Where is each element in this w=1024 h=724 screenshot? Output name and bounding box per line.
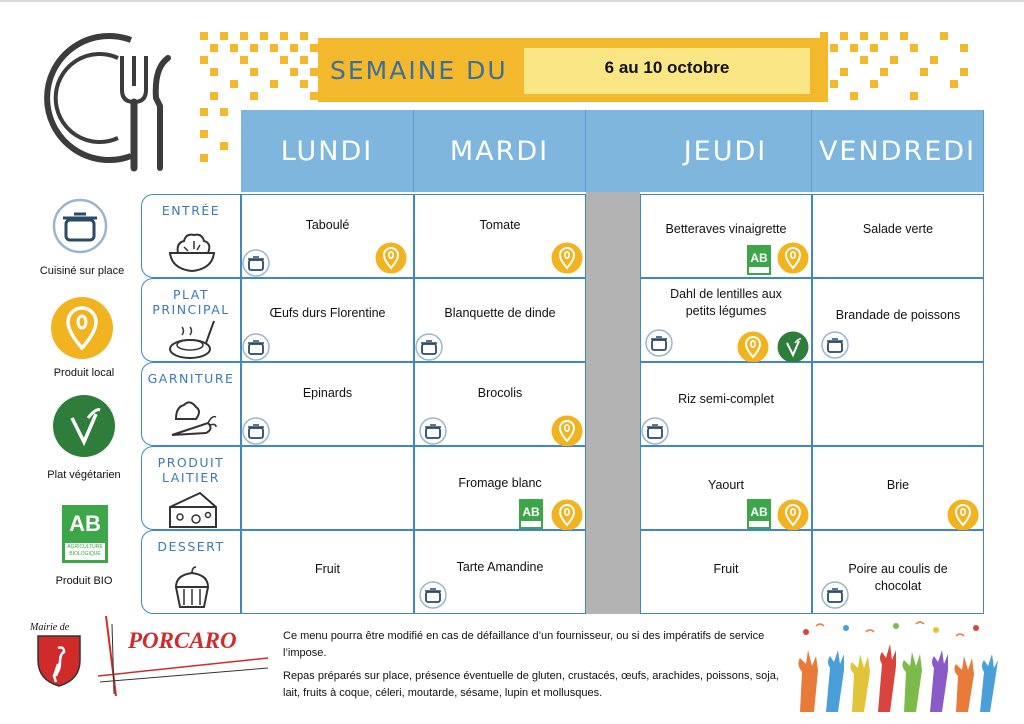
menu-cell-dessert-vendredi xyxy=(812,530,984,614)
menu-cell-plat-mardi xyxy=(414,278,586,362)
bio-logo-text: AGRICULTURE xyxy=(67,544,103,550)
legend-bio-label: Produit BIO xyxy=(55,575,113,587)
dish-label: Salade verte xyxy=(862,222,934,236)
local-product-icon xyxy=(551,499,583,531)
category-garniture xyxy=(141,362,241,446)
cooked-on-site-icon xyxy=(242,417,270,445)
vegetarian-icon xyxy=(777,331,809,363)
cupcake-icon xyxy=(166,563,218,611)
menu-cell-laitier-mardi xyxy=(414,446,586,530)
menu-cell-plat-lundi xyxy=(241,278,414,362)
bio-legend-icon xyxy=(62,505,108,563)
bio-product-icon xyxy=(747,499,771,529)
plate-cutlery-logo-icon xyxy=(36,18,196,178)
bio-product-icon xyxy=(747,245,771,275)
dish-label: Riz semi-complet xyxy=(678,392,774,406)
cooked-on-site-icon xyxy=(415,333,443,361)
day-header-gap xyxy=(586,110,640,192)
menu-cell-garniture-mardi xyxy=(414,362,586,446)
dish-label: Tarte Amandine xyxy=(456,560,544,574)
cooked-on-site-icon xyxy=(821,331,849,359)
dish-label: Fruit xyxy=(713,562,739,576)
dish-label: Yaourt xyxy=(708,478,744,492)
svg-text:AB: AB xyxy=(522,505,540,519)
dish-label: Poire au coulis de chocolat xyxy=(848,562,948,593)
menu-cell-entree-jeudi xyxy=(640,194,812,278)
dish-label: Brocolis xyxy=(477,386,523,400)
menu-cell-entree-mardi xyxy=(414,194,586,278)
week-dates: 6 au 10 octobre xyxy=(604,58,730,77)
category-label: PLAT xyxy=(172,287,209,302)
dish-label: Œufs durs Florentine xyxy=(269,306,386,320)
vegetables-icon xyxy=(166,395,218,443)
menu-cell-laitier-vendredi xyxy=(812,446,984,530)
category-plat xyxy=(141,278,241,362)
bio-logo-band xyxy=(65,543,105,560)
week-title: SEMAINE DU xyxy=(330,56,508,85)
menu-cell-laitier-lundi xyxy=(241,446,414,530)
footer-note-allergens: Repas préparés sur place, présence éventuelle de gluten, crustacés, œufs, arachides, poissons, soja, lait, fruits à coque, céleri, moutarde, sésame, lupin et mollusques. xyxy=(283,670,779,699)
local-product-icon xyxy=(947,499,979,531)
category-label: LAITIER xyxy=(162,470,220,485)
local-product-icon xyxy=(777,499,809,531)
cooked-on-site-icon xyxy=(419,581,447,609)
menu-cell-entree-lundi xyxy=(241,194,414,278)
vegetarian-legend-icon xyxy=(52,394,116,458)
legend-vegetarian-label: Plat végétarien xyxy=(47,469,121,481)
mairie-label: Mairie de xyxy=(30,622,70,633)
local-product-icon xyxy=(777,242,809,274)
day-header-lundi: LUNDI xyxy=(241,110,414,192)
local-product-icon xyxy=(551,415,583,447)
menu-cell-entree-vendredi xyxy=(812,194,984,278)
category-label: PRODUIT xyxy=(157,455,225,470)
menu-cell-dessert-mardi xyxy=(414,530,586,614)
menu-cell-plat-vendredi xyxy=(812,278,984,362)
legend-local-label: Produit local xyxy=(53,367,115,379)
cooked-on-site-icon xyxy=(242,333,270,361)
salad-bowl-icon xyxy=(166,227,218,275)
bio-logo-text: BIOLOGIQUE xyxy=(69,551,101,557)
dish-label: Betteraves vinaigrette xyxy=(665,222,787,236)
top-border xyxy=(0,0,1024,2)
town-name: PORCARO xyxy=(128,628,237,653)
dish-label: Fromage blanc xyxy=(458,476,542,490)
dish-label: Brandade de poissons xyxy=(835,308,961,322)
dish-label: Blanquette de dinde xyxy=(444,306,556,320)
cooked-on-site-icon xyxy=(641,417,669,445)
local-product-icon xyxy=(375,242,407,274)
category-entree xyxy=(141,194,241,278)
dish-label: Dahl de lentilles aux petits légumes xyxy=(670,287,782,318)
category-laitier xyxy=(141,446,241,530)
dish-label: Tomate xyxy=(479,218,521,232)
menu-cell-garniture-vendredi xyxy=(812,362,984,446)
cooked-on-site-legend-icon xyxy=(52,198,108,254)
local-product-legend-icon xyxy=(50,296,114,360)
local-product-icon xyxy=(551,242,583,274)
decorative-lines xyxy=(96,612,272,698)
menu-cell-dessert-jeudi xyxy=(640,530,812,614)
local-product-icon xyxy=(737,331,769,363)
children-hands-illustration-icon xyxy=(786,620,1004,712)
coat-of-arms-icon xyxy=(36,634,82,688)
menu-cell-garniture-jeudi xyxy=(640,362,812,446)
legend-cooked-label: Cuisiné sur place xyxy=(39,265,125,277)
no-service-column xyxy=(586,192,640,614)
day-header-jeudi: JEUDI xyxy=(640,110,812,192)
cheese-icon xyxy=(166,485,218,533)
menu-cell-laitier-jeudi xyxy=(640,446,812,530)
bio-logo-ab: AB xyxy=(69,511,101,536)
day-header-mardi: MARDI xyxy=(414,110,586,192)
category-label: ENTRÉE xyxy=(161,203,221,218)
menu-cell-garniture-lundi xyxy=(241,362,414,446)
category-label: DESSERT xyxy=(157,539,225,554)
menu-cell-plat-jeudi xyxy=(640,278,812,362)
cooked-on-site-icon xyxy=(645,329,673,357)
category-label: PRINCIPAL xyxy=(152,302,230,317)
dish-label: Fruit xyxy=(315,562,340,576)
menu-cell-dessert-lundi xyxy=(241,530,414,614)
dish-label: Epinards xyxy=(302,386,353,400)
cooked-on-site-icon xyxy=(419,417,447,445)
cooked-on-site-icon xyxy=(821,581,849,609)
steaming-plate-icon xyxy=(166,315,218,363)
dish-label: Brie xyxy=(886,478,910,492)
dish-label: Taboulé xyxy=(305,218,350,232)
day-header-vendredi: VENDREDI xyxy=(812,110,984,192)
category-dessert xyxy=(141,530,241,614)
svg-text:AB: AB xyxy=(750,251,768,265)
svg-text:AB: AB xyxy=(750,505,768,519)
footer-note-change: Ce menu pourra être modifié en cas de défaillance d’un fournisseur, ou si des impératifs de service l’impose. xyxy=(283,630,765,659)
cooked-on-site-icon xyxy=(242,249,270,277)
category-label: GARNITURE xyxy=(147,371,235,386)
bio-product-icon xyxy=(519,499,543,529)
